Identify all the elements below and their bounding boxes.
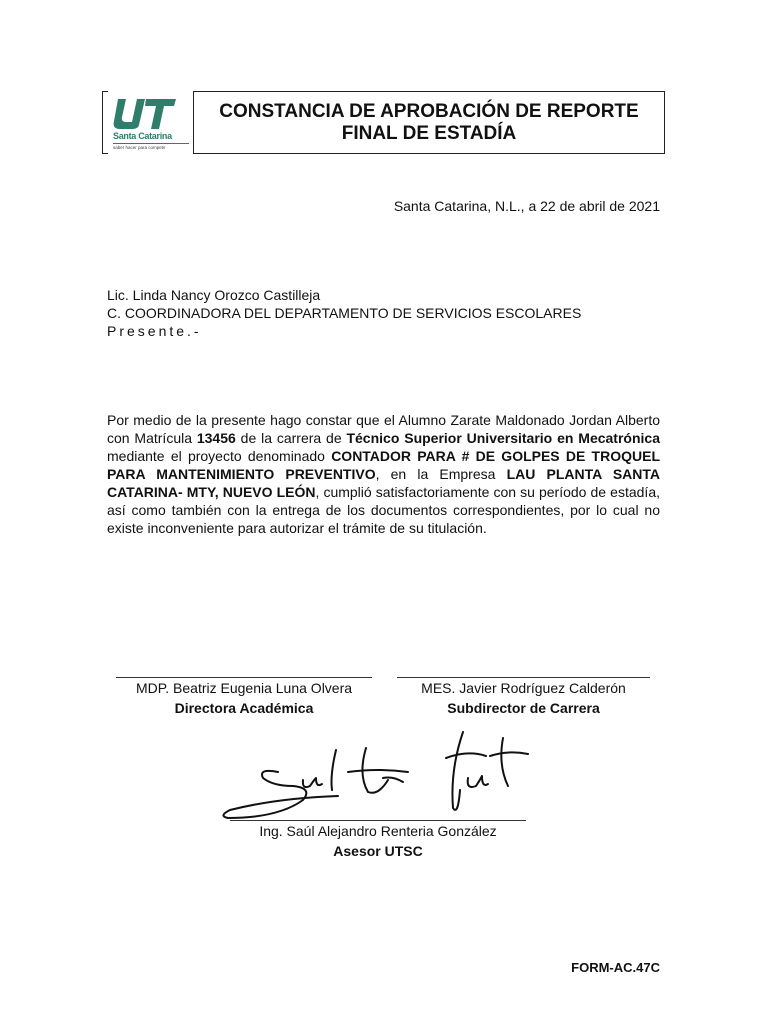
recipient-position: C. COORDINADORA DEL DEPARTAMENTO DE SERVICIOS ESCOLARES: [107, 305, 582, 321]
form-code: FORM-AC.47C: [571, 960, 660, 975]
body-paragraph: [107, 411, 660, 537]
logo-tagline: saber hacer para competir: [113, 143, 189, 150]
career-name: Técnico Superior Universitario en Mecatrónica: [346, 430, 660, 446]
body-text-1: Por medio de la presente hago constar que el Alumno Zarate Maldonado Jordan Alberto con Matrícula: [107, 412, 660, 446]
signer-role: Directora Académica: [174, 700, 314, 716]
title-line-2: FINAL DE ESTADÍA: [341, 122, 517, 144]
recipient-greeting: Presente.-: [107, 323, 202, 339]
signature-block-advisor: [230, 820, 526, 861]
body-text-3: mediante el proyecto denominado: [107, 448, 332, 464]
signer-name: MDP. Beatriz Eugenia Luna Olvera: [135, 680, 353, 696]
signer-role: Asesor UTSC: [333, 843, 423, 859]
body-text-2: de la carrera de: [235, 430, 347, 446]
signer-role: Subdirector de Carrera: [447, 700, 600, 716]
signature-block-career-subdirector: [397, 677, 650, 718]
document-title: [194, 91, 665, 154]
signer-name: MES. Javier Rodríguez Calderón: [421, 680, 626, 696]
recipient-name: Lic. Linda Nancy Orozco Castilleja: [107, 287, 321, 303]
document-header: [102, 91, 665, 154]
project-name: CONTADOR PARA # DE GOLPES DE TROQUEL PARA MANTENIMIENTO PREVENTIVO: [107, 448, 661, 482]
company-name: LAU PLANTA SANTA CATARINA- MTY, NUEVO LEÓN: [107, 466, 661, 500]
handwritten-signature: [218, 720, 538, 825]
institution-logo: [102, 91, 194, 154]
body-text-5: , cumplió satisfactoriamente con su período de estadía, así como también con la entrega de los documentos correspondientes, por lo cual no existe inconveniente para autorizar el trámite de su titulación.: [107, 484, 660, 536]
student-id: 13456: [196, 430, 236, 446]
signature-block-academic-director: [116, 677, 372, 718]
signer-name: Ing. Saúl Alejandro Renteria González: [259, 823, 497, 839]
date-line: Santa Catarina, N.L., a 22 de abril de 2021: [393, 198, 660, 214]
title-line-1: CONSTANCIA DE APROBACIÓN DE REPORTE: [219, 100, 639, 122]
body-text-4: , en la Empresa: [375, 466, 507, 482]
logo-name: Santa Catarina: [113, 131, 172, 141]
recipient-block: [107, 286, 667, 340]
ut-logo-icon: [112, 95, 178, 131]
